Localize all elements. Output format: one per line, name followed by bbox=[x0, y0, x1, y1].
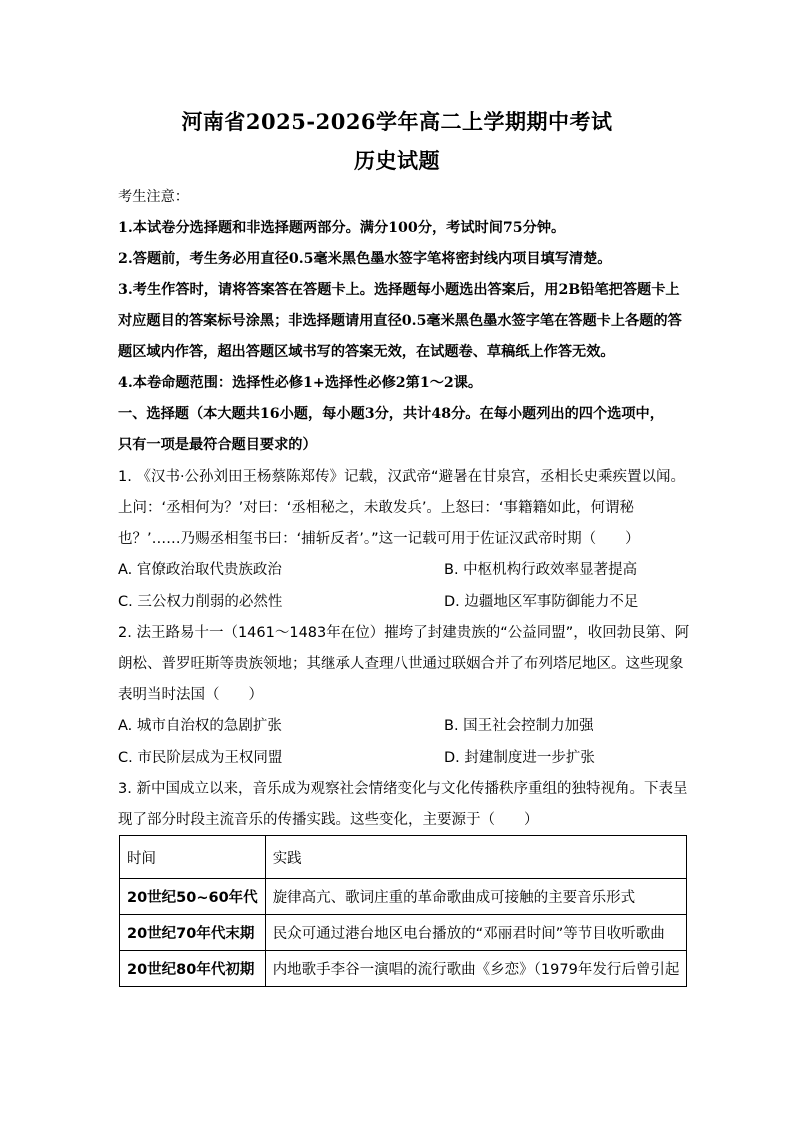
table-cell-period: 20世纪70年代末期 bbox=[120, 915, 266, 951]
notice-item: 对应题目的答案标号涂黑；非选择题请用直径0.5毫米黑色墨水签字笔在答题卡上各题的答 bbox=[118, 313, 682, 329]
table-header-cell: 实践 bbox=[265, 836, 687, 879]
question-1-option-b: B. 中枢机构行政效率显著提高 bbox=[444, 562, 638, 578]
question-2-option-b: B. 国王社会控制力加强 bbox=[444, 718, 594, 734]
table-row bbox=[120, 879, 687, 915]
question-2-option-a: A. 城市自治权的急剧扩张 bbox=[118, 718, 282, 734]
page-title: 河南省2025-2026学年高二上学期期中考试 bbox=[181, 109, 613, 134]
section-heading-cont: 只有一项是最符合题目要求的） bbox=[118, 437, 317, 453]
notice-heading: 考生注意： bbox=[118, 189, 189, 205]
music-practice-table bbox=[119, 835, 687, 987]
question-2-option-d: D. 封建制度进一步扩张 bbox=[444, 750, 595, 766]
table-row bbox=[120, 915, 687, 951]
question-2-option-c: C. 市民阶层成为王权同盟 bbox=[118, 750, 283, 766]
question-2-line: 表明当时法国（ ） bbox=[118, 687, 263, 703]
question-1-line: 也？’……乃赐丞相玺书曰：‘捕斩反者’。”这一记载可用于佐证汉武帝时期（ ） bbox=[118, 531, 640, 547]
notice-item: 2.答题前，考生务必用直径0.5毫米黑色墨水签字笔将密封线内项目填写清楚。 bbox=[118, 251, 612, 267]
question-1-option-a: A. 官僚政治取代贵族政治 bbox=[118, 562, 282, 578]
table-cell-practice: 内地歌手李谷一演唱的流行歌曲《乡恋》（1979年发行后曾引起 bbox=[265, 951, 687, 987]
table-row bbox=[120, 951, 687, 987]
question-1-option-d: D. 边疆地区军事防御能力不足 bbox=[444, 594, 639, 610]
notice-item: 1.本试卷分选择题和非选择题两部分。满分100分，考试时间75分钟。 bbox=[118, 220, 566, 236]
question-1-line: 上问：‘丞相何为？’对曰：‘丞相秘之，未敢发兵’。上怒曰：‘事籍籍如此，何谓秘 bbox=[118, 500, 635, 516]
question-1-line: 1. 《汉书·公孙刘田王杨蔡陈郑传》记载，汉武帝“避暑在甘泉宫，丞相长史乘疾置以闻。 bbox=[118, 469, 686, 485]
table-header-row bbox=[120, 836, 687, 879]
table-cell-practice: 旋律高亢、歌词庄重的革命歌曲成可接触的主要音乐形式 bbox=[265, 879, 687, 915]
question-1-option-c: C. 三公权力削弱的必然性 bbox=[118, 594, 283, 610]
question-2-line: 朗松、普罗旺斯等贵族领地；其继承人查理八世通过联姻合并了布列塔尼地区。这些现象 bbox=[118, 656, 684, 672]
section-heading: 一、选择题（本大题共16小题，每小题3分，共计48分。在每小题列出的四个选项中， bbox=[118, 406, 664, 422]
notice-item: 3.考生作答时，请将答案答在答题卡上。选择题每小题选出答案后，用2B铅笔把答题卡上 bbox=[118, 282, 680, 298]
notice-item: 题区域内作答，超出答题区域书写的答案无效，在试题卷、草稿纸上作答无效。 bbox=[118, 344, 615, 360]
question-2-line: 2. 法王路易十一（1461～1483年在位）摧垮了封建贵族的“公益同盟”，收回勃艮第、阿 bbox=[118, 625, 690, 641]
table-cell-practice: 民众可通过港台地区电台播放的“邓丽君时间”等节目收听歌曲 bbox=[265, 915, 687, 951]
table-cell-period: 20世纪80年代初期 bbox=[120, 951, 266, 987]
table-cell-period: 20世纪50~60年代 bbox=[120, 879, 266, 915]
question-3-line: 现了部分时段主流音乐的传播实践。这些变化，主要源于（ ） bbox=[118, 812, 539, 828]
page-subtitle: 历史试题 bbox=[354, 148, 440, 173]
notice-item: 4.本卷命题范围：选择性必修1+选择性必修2第1～2课。 bbox=[118, 375, 483, 391]
question-3-line: 3. 新中国成立以来，音乐成为观察社会情绪变化与文化传播秩序重组的独特视角。下表呈 bbox=[118, 781, 688, 797]
table-header-cell: 时间 bbox=[120, 836, 266, 879]
